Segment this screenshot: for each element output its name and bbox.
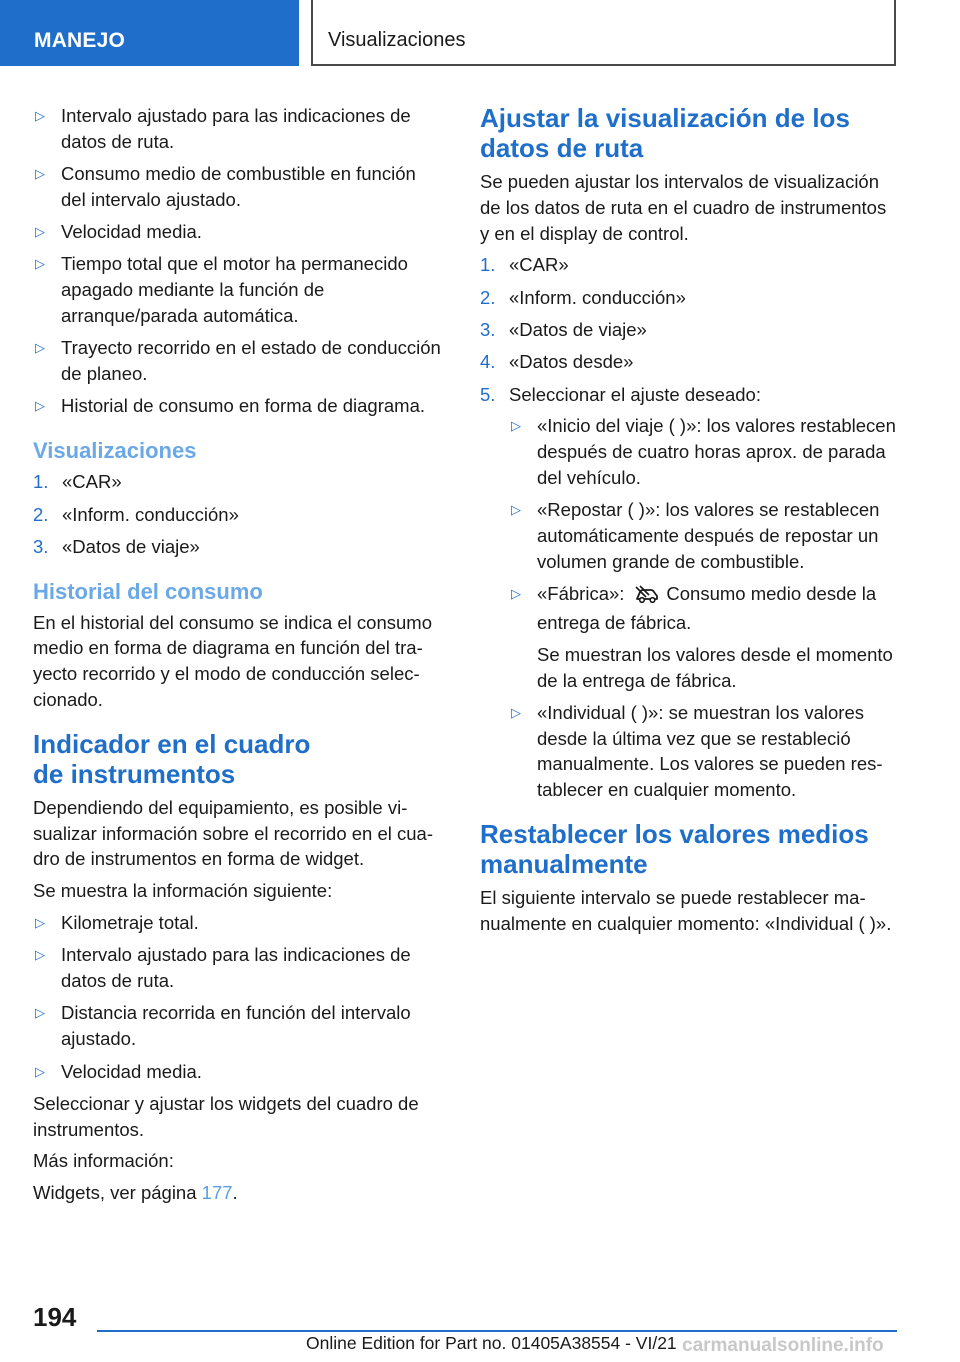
historial-heading: Historial del consumo <box>33 578 263 604</box>
restablecer-heading: Restablecer los valores medios manualmente <box>480 819 869 880</box>
list-item: ▷ Tiempo total que el motor ha permanecido apagado mediante la función de arranque/parada automática. <box>35 253 408 327</box>
triangle-bullet-icon: ▷ <box>35 1005 45 1021</box>
list-item: ▷ Velocidad media. <box>33 219 445 245</box>
page-header <box>0 0 960 66</box>
widgets-reference: Widgets, ver página 177. <box>33 1182 238 1204</box>
list-item: ▷ Intervalo ajustado para las indicaciones de datos de ruta. <box>35 944 411 992</box>
option-repostar: ▷ «Repostar ( )»: los valores se restablecen automáticamente después de repostar un volumen grande de combustible. <box>511 499 880 572</box>
fabrica-note: Se muestran los valores desde el momento de la entrega de fábrica. <box>537 643 893 691</box>
triangle-bullet-icon: ▷ <box>511 586 521 602</box>
visualizaciones-steps <box>33 469 445 559</box>
indicador-heading: Indicador en el cuadro de instrumentos <box>33 728 311 789</box>
widgets-text: Seleccionar y ajustar los widgets del cuadro de instrumentos. <box>33 1092 419 1140</box>
ajustar-text: Se pueden ajustar los intervalos de visualización de los datos de ruta en el cuadro de instrumentos y en el display de control. <box>480 171 887 244</box>
triangle-bullet-icon: ▷ <box>511 704 521 720</box>
ajustar-steps <box>480 252 898 803</box>
page-number: 194 <box>33 1302 77 1332</box>
left-column <box>33 103 445 1212</box>
step-item: 5. Seleccionar el ajuste deseado: ▷ «Inicio del viaje ( )»: los valores restablecen después de cuatro horas aprox. de parada del vehículo. ▷ «Repostar ( )»: los valores se restablecen automáticamente después de repostar un volumen grande de combustible. ▷ «Fábrica»: Consumo medio desde la entrega de fábrica. Se muestran los valores desde el momento de la entrega de fábrica. ▷ «Individual ( )»: se muestran los valores desde la última vez que se restableció manualmente. Los valores se pueden restablecer en cualquier momento. <box>480 382 898 803</box>
step-item: 2. «Inform. conducción» <box>33 503 239 525</box>
page-link[interactable]: 177 <box>201 1182 233 1204</box>
ajuste-options-list <box>509 413 898 803</box>
triangle-bullet-icon: ▷ <box>35 398 45 414</box>
triangle-bullet-icon: ▷ <box>35 166 45 182</box>
top-bullet-list <box>33 103 445 419</box>
triangle-bullet-icon: ▷ <box>511 502 521 518</box>
triangle-bullet-icon: ▷ <box>35 256 45 272</box>
more-info-label: Más información: <box>33 1150 174 1172</box>
option-fabrica: ▷ «Fábrica»: Consumo medio desde la entrega de fábrica. Se muestran los valores desde el momento de la entrega de fábrica. <box>509 581 898 693</box>
list-item: ▷ Historial de consumo en forma de diagrama. <box>33 393 445 419</box>
step-item: 1. «CAR» <box>480 254 569 276</box>
triangle-bullet-icon: ▷ <box>35 340 45 356</box>
list-item: ▷ Trayecto recorrido en el estado de conducción de planeo. <box>35 337 441 385</box>
watermark: carmanualsonline.info <box>682 1335 884 1356</box>
section-tab <box>0 0 299 66</box>
list-item: ▷ Velocidad media. <box>33 1059 445 1085</box>
list-item: ▷ Distancia recorrida en función del intervalo ajustado. <box>35 1002 411 1050</box>
footer-divider <box>97 1330 897 1332</box>
option-inicio: ▷ «Inicio del viaje ( )»: los valores restablecen después de cuatro horas aprox. de parada del vehículo. <box>511 415 896 488</box>
triangle-bullet-icon: ▷ <box>35 915 45 931</box>
indicador-bullet-list <box>33 910 445 1084</box>
indicador-text: Dependiendo del equipamiento, es posible visualizar información sobre el recorrido en el cuadro de instrumentos en forma de widget. <box>33 796 434 870</box>
visualizaciones-heading: Visualizaciones <box>33 438 197 464</box>
ajustar-heading: Ajustar la visualización de los datos de ruta <box>480 103 850 163</box>
restablecer-text: El siguiente intervalo se puede restablecer manualmente en cualquier momento: «Individual ( )». <box>480 887 892 934</box>
step-item: 4. «Datos desde» <box>480 351 634 373</box>
factory-car-icon <box>634 584 660 610</box>
step-item: 1. «CAR» <box>33 471 122 493</box>
chapter-title: Visualizaciones <box>328 29 466 51</box>
list-item: ▷ Intervalo ajustado para las indicaciones de datos de ruta. <box>35 105 411 152</box>
historial-text: En el historial del consumo se indica el consumo medio en forma de diagrama en función del trayecto recorrido y el modo de conducción seleccionado. <box>33 611 432 711</box>
triangle-bullet-icon: ▷ <box>35 108 45 123</box>
right-column <box>480 103 898 943</box>
list-item: ▷ Kilometraje total. <box>33 910 445 936</box>
step-item: 3. «Datos de viaje» <box>33 535 200 557</box>
option-individual: ▷ «Individual ( )»: se muestran los valores desde la última vez que se restableció manualmente. Los valores se pueden restablecer en cualquier momento. <box>511 701 883 801</box>
step-item: 2. «Inform. conducción» <box>480 286 686 308</box>
indicador-intro: Se muestra la información siguiente: <box>33 880 333 902</box>
footer-edition: Online Edition for Part no. 01405A38554 - VI/21 <box>306 1333 677 1353</box>
triangle-bullet-icon: ▷ <box>511 418 521 434</box>
section-title: MANEJO <box>34 29 126 52</box>
triangle-bullet-icon: ▷ <box>35 947 45 963</box>
step-item: 3. «Datos de viaje» <box>480 318 647 340</box>
chapter-box <box>311 0 896 66</box>
triangle-bullet-icon: ▷ <box>35 1063 45 1079</box>
list-item: ▷ Consumo medio de combustible en función del intervalo ajustado. <box>35 163 416 210</box>
triangle-bullet-icon: ▷ <box>35 224 45 240</box>
